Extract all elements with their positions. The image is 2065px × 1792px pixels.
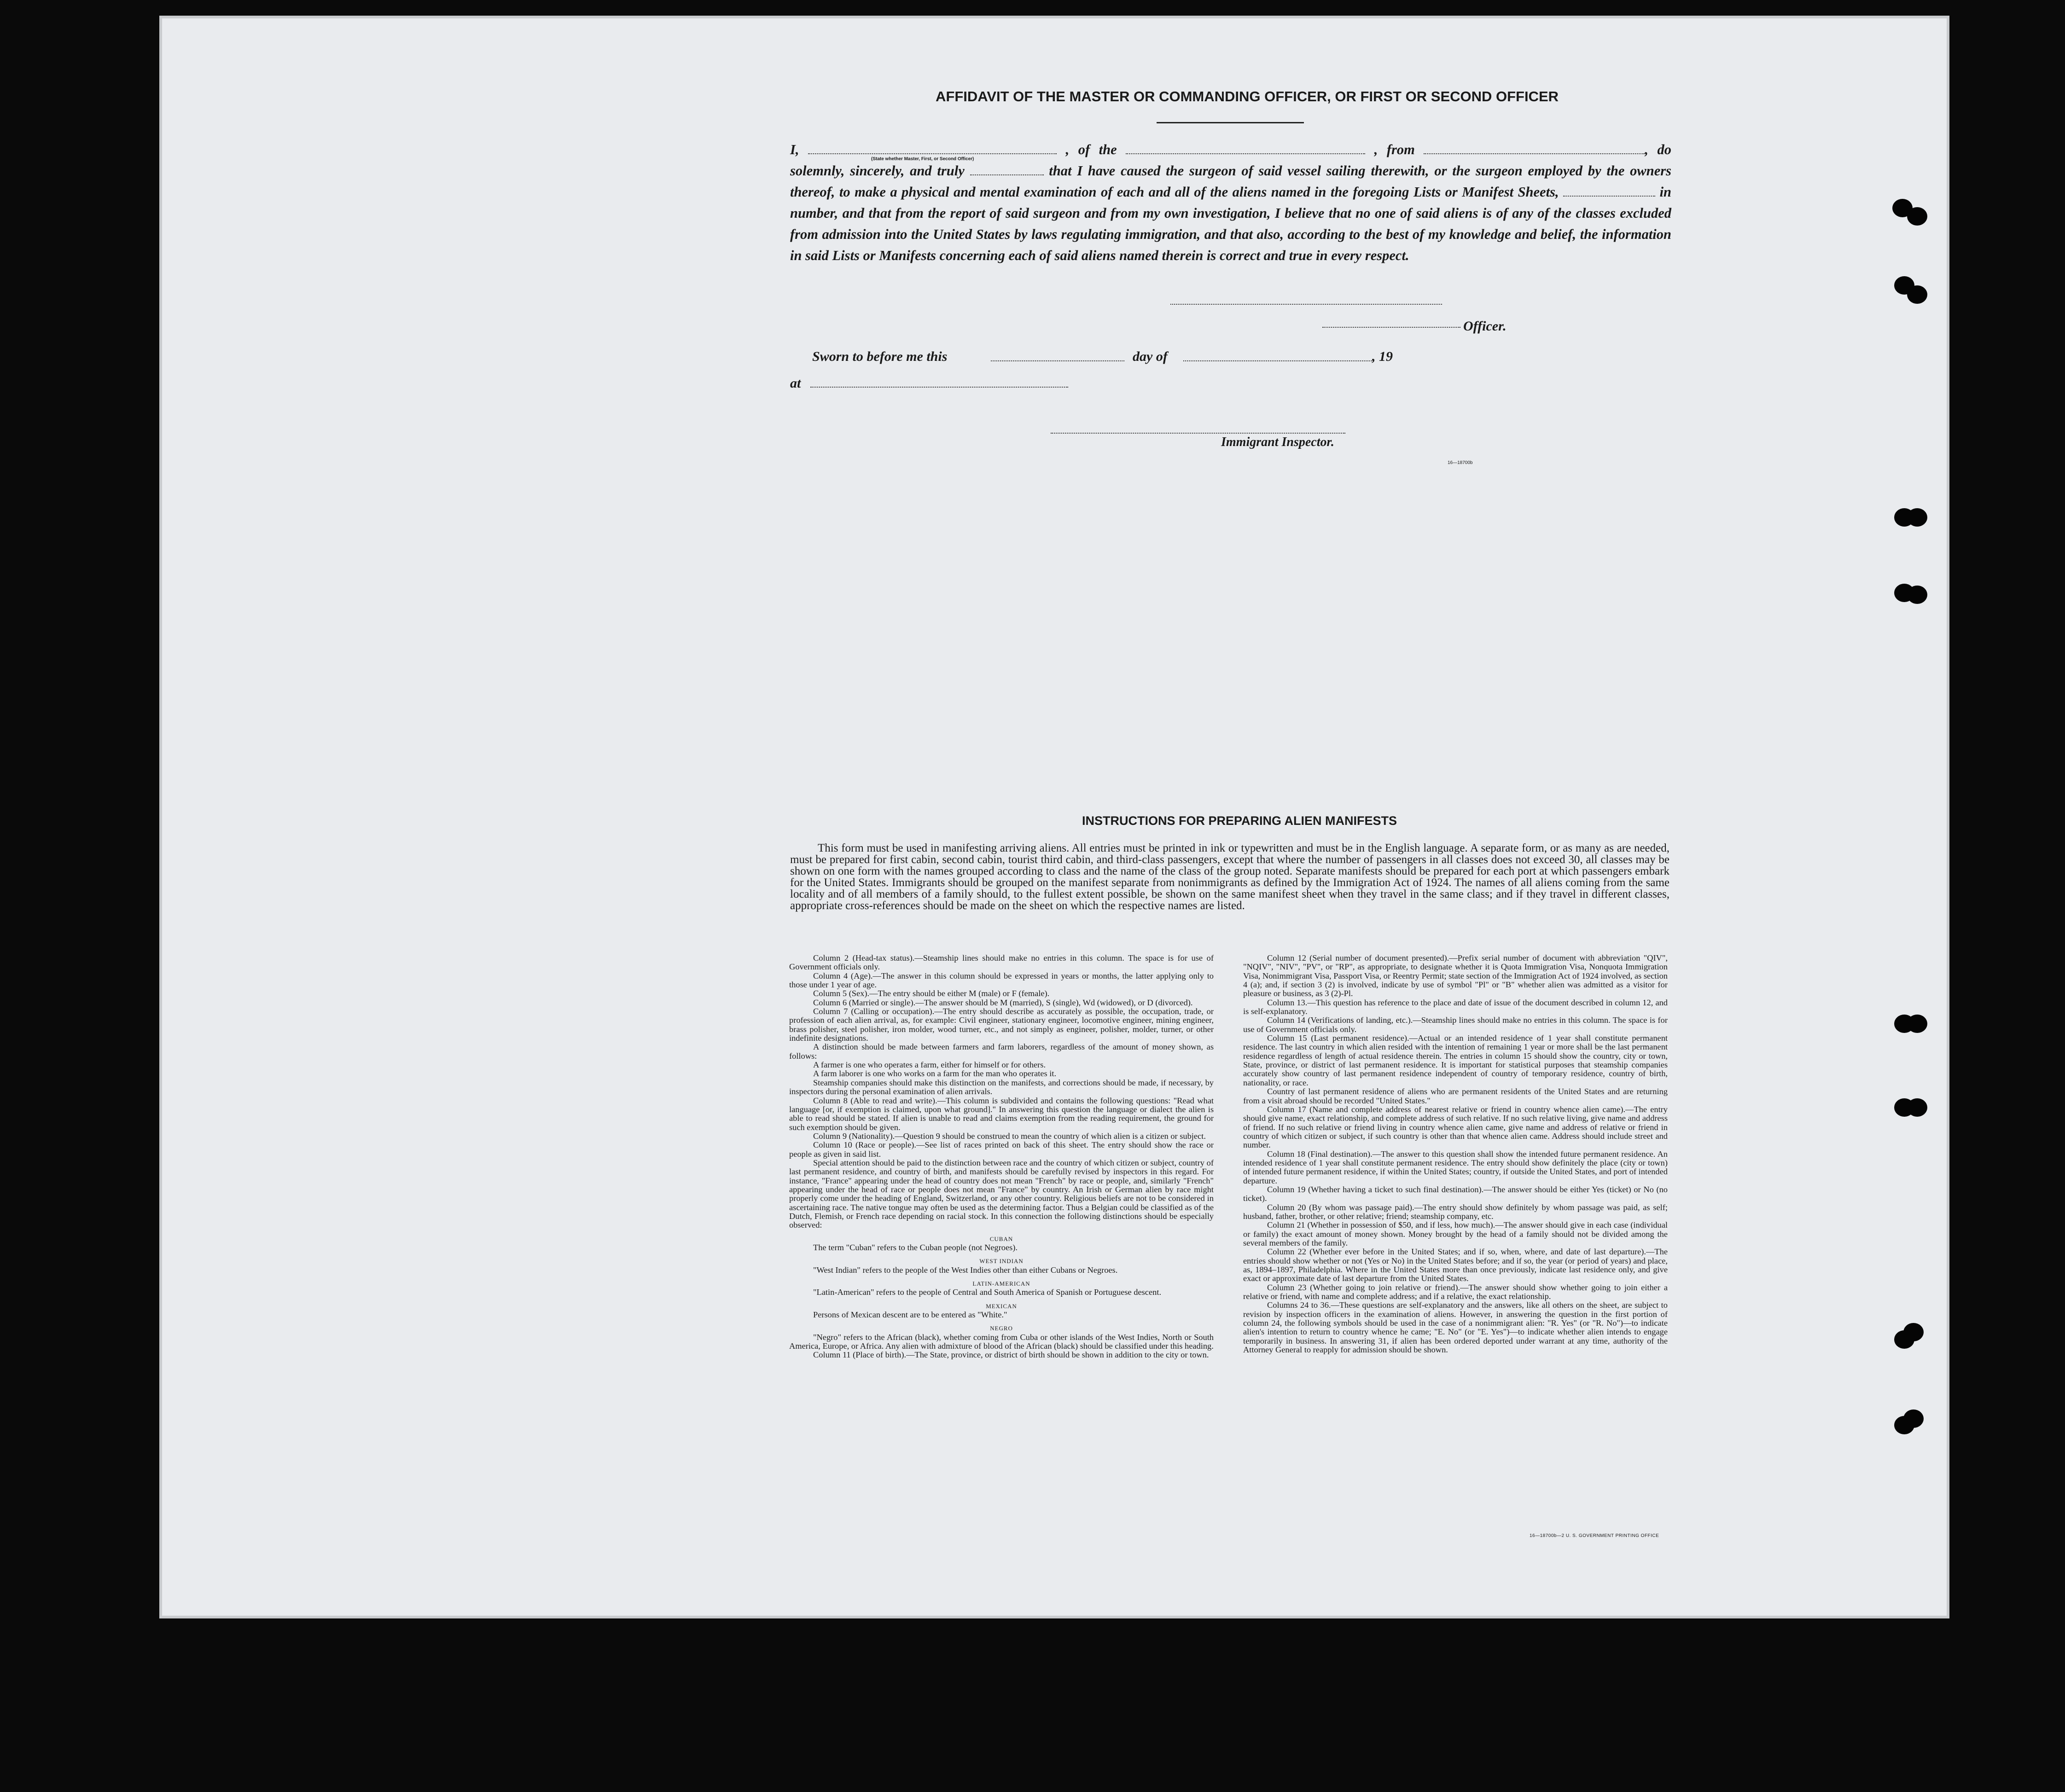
- instruction-paragraph: Columns 24 to 36.—These questions are self-explanatory and the answers, like all others on the sheet, are subject to revision by inspection officers in the examination of aliens. However, in answering the question in the first portion of column 24, the following symbols should be used in the case of a nonimmigrant alien: "R. Yes" (or "R. No")—to indicate alien's intention to return to country whence he came; "E. No" (or "E. Yes")—to indicate whether alien intends to engage temporarily in business. In answering 31, if alien has been ordered deported under warrant at any time, authority of the Attorney General to reapply for admission should be shown.: [1243, 1300, 1668, 1355]
- state-note: (State whether Master, First, or Second Officer): [871, 157, 974, 162]
- punch-hole: [1907, 1098, 1927, 1117]
- sheet-count-field[interactable]: [1563, 186, 1655, 197]
- affidavit-title: AFFIDAVIT OF THE MASTER OR COMMANDING OFFICER, OR FIRST OR SECOND OFFICER: [936, 88, 1559, 104]
- at-line[interactable]: [810, 387, 1068, 388]
- instruction-paragraph: Column 14 (Verifications of landing, etc.).—Steamship lines should make no entries in this column. The space is for use of Government officials only.: [1243, 1015, 1668, 1034]
- negro-heading: NEGRO: [990, 1325, 1013, 1332]
- instruction-paragraph: A farm laborer is one who works on a farm for the man who operates it.: [813, 1069, 1057, 1079]
- from-port-field[interactable]: [1424, 143, 1645, 154]
- instruction-paragraph: Column 12 (Serial number of document presented).—Prefix serial number of document with abbreviation "QIV", "NQIV", "NIV", "PV", or "RP", as appropriate, to designate whether it is Quota Immigration Visa, Nonquota Immigration Visa, Nonimmigrant Visa, Passport Visa, or Reentry Permit; state section of the Immigration Act of 1924 involved, as section 4 (a); and, if section 3 (2) is involved, indicate by use of symbol "Pl" or "B" whether alien was admitted as a visitor for pleasure or business, as 3 (2)-Pl.: [1243, 953, 1668, 998]
- sworn-day-line[interactable]: [991, 360, 1124, 361]
- instruction-paragraph: Column 22 (Whether ever before in the United States; and if so, when, where, and date of last departure).—The entries should show whether or not (Yes or No) in the United States before; and if so, the year (or period of years) and place, as, 1894–1897, Philadelphia. Where in the United States more than once previously, indicate last residence only, and give exact or approximate date of last departure from the United States.: [1243, 1247, 1668, 1283]
- form-code: 16—18700b: [1448, 460, 1473, 465]
- sworn-month-line[interactable]: [1183, 360, 1372, 361]
- punch-hole: [1907, 285, 1927, 304]
- latin-american-heading: LATIN-AMERICAN: [972, 1280, 1030, 1287]
- at-label: at: [790, 376, 801, 391]
- instruction-paragraph: Column 9 (Nationality).—Question 9 should be construed to mean the country of which alien is a citizen or subject.: [813, 1131, 1206, 1141]
- instruction-paragraph: Column 19 (Whether having a ticket to such final destination).—The answer should be either Yes (ticket) or No (no ticket).: [1243, 1184, 1668, 1203]
- punch-hole: [1903, 1323, 1924, 1341]
- instruction-paragraph: Column 8 (Able to read and write).—This column is subdivided and contains the following questions: "Read what language [or, if exemption is claimed, upon what ground]." In answering this question the language or dialect the alien is able to read should be stated. If alien is unable to read and claims exemption from the reading requirement, the ground for such exemption should be given.: [789, 1096, 1214, 1132]
- date-field[interactable]: [970, 164, 1044, 175]
- latin-american-text: "Latin-American" refers to the people of Central and South America of Spanish or Portuguese descent.: [813, 1287, 1162, 1297]
- affidavit-text-2: in number, and that from the report of said surgeon and from my own investigation, I believe that no one of said aliens is of any of the classes excluded from admission into the United States by laws regulating immigration, and that also, according to the best of my knowledge and belief, the information in said Lists or Manifests concerning each of said aliens named therein is correct and true in every respect.: [790, 184, 1672, 263]
- instruction-paragraph: A farmer is one who operates a farm, either for himself or for others.: [813, 1060, 1046, 1070]
- vessel-name-field[interactable]: [1126, 143, 1365, 154]
- punch-hole: [1903, 1409, 1924, 1428]
- instruction-paragraph: Column 21 (Whether in possession of $50, and if less, how much).—The answer should give in each case (individual or family) the exact amount of money shown. Money brought by the head of a family should not be divided among the several members of the family.: [1243, 1220, 1668, 1247]
- i-label: I,: [790, 142, 799, 157]
- punch-hole: [1907, 586, 1927, 604]
- instruction-paragraph: Column 18 (Final destination).—The answer to this question shall show the intended future permanent residence. An intended residence of 1 year shall constitute permanent residence. The entry should show definitely the place (city or town) of intended future permanent residence, if within the United States; country, if outside the United States, and port of intended departure.: [1243, 1149, 1668, 1185]
- negro-text: "Negro" refers to the African (black), whether coming from Cuba or other islands of the West Indies, North or South America, Europe, or Africa. Any alien with admixture of blood of the African (black) should be classified under this heading.: [789, 1332, 1214, 1351]
- year-label: , 19: [1372, 349, 1393, 364]
- title-rule: [1157, 122, 1304, 123]
- do-label: , do: [1645, 142, 1672, 157]
- instruction-paragraph: Column 15 (Last permanent residence).—Actual or an intended residence of 1 year shall constitute permanent residence. The last country in which alien resided with the intention of remaining 1 year or more shall be the last permanent residence regardless of length of actual residence therein. The entries in column 15 should show the country, city or town, State, province, or district of last permanent residence. It is important for statistical purposes that steamship companies accurately show country of last permanent residence independent of country of temporary residence, country of birth, nationality, or race.: [1243, 1033, 1668, 1087]
- instruction-paragraph: Column 7 (Calling or occupation).—The entry should describe as accurately as possible, the occupation, trade, or profession of each alien arrival, as, for example: Civil engineer, stationary engineer, locomotive engineer, mining engineer, brass polisher, steel polisher, iron molder, wood turner, etc., and not simply as engineer, polisher, molder, turner, or other indefinite designations.: [789, 1007, 1214, 1043]
- column-11-text: Column 11 (Place of birth).—The State, province, or district of birth should be shown in addition to the city or town.: [813, 1350, 1209, 1360]
- officer-label: Officer.: [1463, 319, 1507, 334]
- inspector-label: Immigrant Inspector.: [1221, 435, 1334, 449]
- instructions-title: INSTRUCTIONS FOR PREPARING ALIEN MANIFESTS: [1082, 814, 1397, 828]
- instructions-right-column: [1243, 954, 1668, 1354]
- punch-hole: [1907, 508, 1927, 527]
- mexican-heading: MEXICAN: [986, 1302, 1017, 1310]
- cuban-text: The term "Cuban" refers to the Cuban people (not Negroes).: [813, 1243, 1018, 1252]
- printing-office-code: 16—18700b—2 U. S. GOVERNMENT PRINTING OFFICE: [1530, 1533, 1659, 1538]
- punch-hole: [1907, 1015, 1927, 1033]
- day-of-label: day of: [1133, 349, 1168, 364]
- officer-rank-field[interactable]: [808, 143, 1057, 154]
- west-indian-heading: WEST INDIAN: [979, 1258, 1024, 1265]
- instruction-paragraph: Special attention should be paid to the distinction between race and the country of which citizen or subject, country of last permanent residence, and country of birth, and manifests should be carefully revised by inspectors in this regard. For instance, "France" appearing under the head of country does not mean "French" by race or people, and, similarly "French" appearing under the head of race or people does not mean "France" by country. An Irish or German alien by race might properly come under the heading of England, Switzerland, or any other country. Religious beliefs are not to be considered in ascertaining race. The native tongue may often be used as the determining factor. Thus a Belgian could be classified as of the Dutch, Flemish, or French race depending on racial stock. In this connection the following distinctions should be especially observed:: [789, 1158, 1214, 1230]
- cuban-heading: CUBAN: [989, 1235, 1013, 1242]
- instructions-intro: This form must be used in manifesting arriving aliens. All entries must be printed in ink or typewritten and must be in the English language. A separate form, or as many as are needed, must be prepared for first cabin, second cabin, tourist third cabin, and third-class passengers, except that where the number of passengers in all classes does not exceed 30, all classes may be shown on one form with the names grouped according to class and the name of the class of the group noted. Separate manifests should be prepared for each port at which passengers embark for the United States. Immigrants should be grouped on the manifest separate from nonimmigrants as defined by the Immigration Act of 1924. The names of all aliens coming from the same locality and of all members of a family should, to the fullest extent possible, be shown on the same manifest sheet when they travel in the same class; and if they travel in different classes, appropriate cross-references should be made on the sheet on which the respective names are listed.: [790, 842, 1669, 912]
- inspector-line[interactable]: [1051, 433, 1345, 434]
- instruction-paragraph: Column 23 (Whether going to join relative or friend).—The answer should show whether going to join either a relative or friend, with name and complete address; and if a relative, the exact relationship.: [1243, 1282, 1668, 1301]
- affidavit-text-1: that I have caused the surgeon of said vessel sailing therewith, or the surgeon employed by the owners thereof, to make a physical and mental examination of each and all of the aliens named in the foregoing Lists or Manifest Sheets,: [790, 163, 1671, 200]
- instruction-paragraph: A distinction should be made between farmers and farm laborers, regardless of the amount of money shown, as follows:: [789, 1042, 1214, 1061]
- instruction-paragraph: Column 4 (Age).—The answer in this column should be expressed in years or months, the latter applying only to those under 1 year of age.: [789, 971, 1214, 990]
- from-label: , from: [1374, 142, 1415, 157]
- instruction-paragraph: Column 20 (By whom was passage paid).—The entry should show definitely by whom passage was paid, as self; husband, father, brother, or other relative; friend; steamship company, etc.: [1243, 1202, 1668, 1221]
- of-the-label: , of the: [1065, 142, 1117, 157]
- instruction-paragraph: Column 10 (Race or people).—See list of races printed on back of this sheet. The entry should show the race or people as given in said list.: [789, 1140, 1214, 1159]
- instruction-paragraph: Steamship companies should make this distinction on the manifests, and corrections should be made, if necessary, by inspectors during the personal examination of alien arrivals.: [789, 1078, 1214, 1096]
- instructions-left-column: [789, 954, 1214, 1360]
- solemnly-text: solemnly, sincerely, and truly: [790, 163, 965, 179]
- punch-hole: [1907, 207, 1927, 226]
- instruction-paragraph: Country of last permanent residence of aliens who are permanent residents of the United States and are returning from a visit abroad should be recorded "United States.": [1243, 1087, 1668, 1105]
- instruction-paragraph: Column 5 (Sex).—The entry should be either M (male) or F (female).: [813, 989, 1050, 998]
- instruction-paragraph: Column 17 (Name and complete address of nearest relative or friend in country whence alien came).—The entry should give name, exact relationship, and complete address of such relative. If no such relative living, give name and address of friend. If no such relative or friend living in country whence alien came, give name and address of relative or friend in country of which citizen or subject, if such country is other than that whence alien came. Address should include street and number.: [1243, 1104, 1668, 1150]
- sworn-label: Sworn to before me this: [812, 349, 948, 364]
- instruction-paragraph: Column 2 (Head-tax status).—Steamship lines should make no entries in this column. The space is for use of Government officials only.: [789, 953, 1214, 972]
- instruction-paragraph: Column 6 (Married or single).—The answer should be M (married), S (single), Wd (widowed), or D (divorced).: [813, 997, 1193, 1007]
- officer-line[interactable]: [1322, 327, 1460, 328]
- manifest-sheet: [162, 18, 1947, 1616]
- signature-line[interactable]: [1170, 304, 1442, 305]
- mexican-text: Persons of Mexican descent are to be entered as "White.": [813, 1310, 1007, 1320]
- west-indian-text: "West Indian" refers to the people of the West Indies other than either Cubans or Negroes.: [813, 1265, 1118, 1275]
- instruction-paragraph: Column 13.—This question has reference to the place and date of issue of the document described in column 12, and is self-explanatory.: [1243, 997, 1668, 1016]
